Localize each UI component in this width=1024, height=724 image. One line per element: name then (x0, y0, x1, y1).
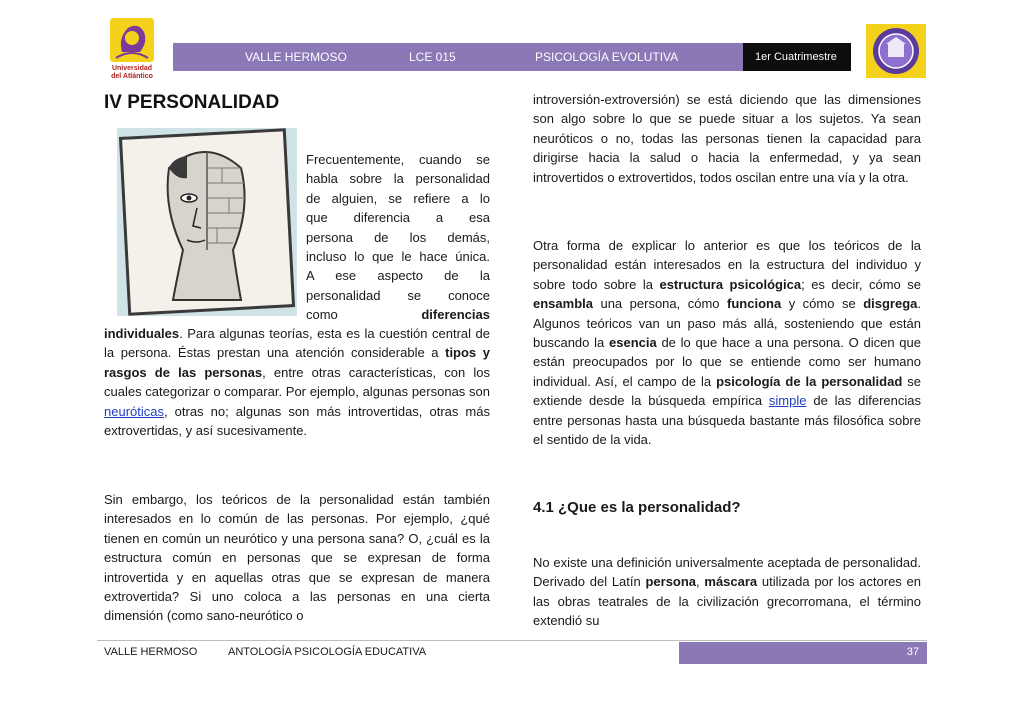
intro-line: de alguien, se refiere a lo (306, 190, 490, 206)
intro-line: persona de los demás, (306, 229, 490, 245)
institution-seal (866, 24, 926, 78)
link-simple[interactable]: simple (768, 393, 807, 409)
header-code: LCE 015 (409, 50, 456, 64)
footer-book-title: ANTOLOGÍA PSICOLOGÍA EDUCATIVA (228, 646, 427, 658)
header-subject: PSICOLOGÍA EVOLUTIVA (535, 50, 679, 64)
footer-divider (97, 640, 927, 641)
header-school: VALLE HERMOSO (245, 50, 347, 64)
paragraph-psychological-structure: Otra forma de explicar lo anterior es que los teóricos de la personalidad están interesados en la estructura del individuo y sobre todo sobre la estructura psicológica; es decir, cómo se ensambla una persona, cómo funciona y cómo se disgrega. Algunos teóricos van un paso más allá, sosteniendo que están buscando la esencia de lo que hace a una persona. O dicen que están preocupados por lo que se entiende como ser humano individual. Así, el campo de la psicología de la personalidad se extiende desde la búsqueda empírica simple de las diferencias entre personas hasta una búsqueda bastante más filosófica sobre el sentido de la vida. (533, 238, 922, 448)
link-neuroticas[interactable]: neuróticas (104, 403, 164, 419)
page-number: 37 (906, 646, 919, 658)
intro-line: incluso lo que le hace única. (306, 249, 490, 265)
paragraph-dimensions: introversión-extroversión) se está diciendo que las dimensiones son algo sobre lo que se puede situar a los sujetos. Ya sean neuróticos o no, todas las personas tienen la capacidad para dirigirse hacia la salud o hacia la enfermedad, y ya sean introvertidos o extrovertidos, todos oscilan entre una vía y la otra. (533, 92, 921, 185)
paragraph-definition: No existe una definición universalmente aceptada de personalidad. Derivado del Latín persona, máscara utilizada por los actores en las obras teatrales de la civilización grecorromana, el término extendió su (533, 555, 921, 629)
header-bar (173, 43, 743, 71)
page-title: IV PERSONALIDAD (104, 92, 280, 113)
intro-line: como diferencias (306, 305, 490, 324)
footer-page-bar (679, 642, 927, 664)
intro-line: Frecuentemente, cuando se (306, 152, 490, 167)
intro-line: A ese aspecto de la (306, 268, 490, 284)
header-term-box (743, 43, 851, 71)
intro-line: personalidad se conoce (306, 287, 490, 303)
footer-school: VALLE HERMOSO (104, 646, 198, 658)
university-logo (108, 18, 156, 80)
svg-text:Universidad: Universidad (111, 65, 153, 72)
intro-text-beside-image (306, 150, 490, 325)
term-diferencias: diferencias (421, 307, 490, 323)
paragraph-common-traits: Sin embargo, los teóricos de la personalidad están también interesados en lo común de las personas. Por ejemplo, ¿qué tienen en común un neurótico y una persona sana? O, ¿cuál es la estructura común en personas que se expresan de forma introvertida y en aquellas otras que se expresan de manera extrovertida? Si uno coloca a las personas en una cierta dimensión (como sano-neurótico o (104, 492, 490, 624)
intro-line: habla sobre la personalidad (306, 171, 490, 187)
svg-text:del Atlántico: del Atlántico (111, 73, 153, 80)
paragraph-individual-differences: individuales. Para algunas teorías, esta es la cuestión central de la persona. Éstas prestan una atención considerable a tipos y rasgos de las personas, entre otras características, con los cuales categorizar o comparar. Por ejemplo, algunas personas son neuróticas, otras no; algunas son más introvertidas, otras más extrovertidas, y así sucesivamente. (104, 326, 490, 439)
personality-illustration (117, 128, 297, 316)
header-term: 1er Cuatrimestre (755, 51, 837, 63)
section-heading-4-1: 4.1 ¿Que es la personalidad? (533, 499, 741, 516)
intro-line: que diferencia a esa (306, 210, 490, 226)
